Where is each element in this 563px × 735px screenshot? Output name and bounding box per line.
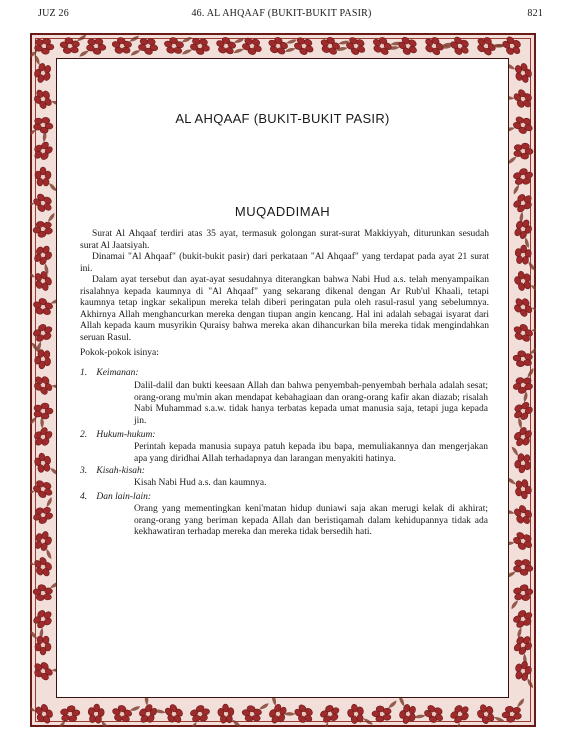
paragraph-3: Dalam ayat tersebut dan ayat-ayat sesudahnya diterangkan bahwa Nabi Hud a.s. telah menyampaikan risalahnya kepada kaumnya di "Al Ahqaaf" yang sekarang dikenal dengan Ar Rub'ul Khaali, tetapi kaumnya tetap ingkar sekalipun mereka telah diberi peringatan pula oleh rasul-rasul yang sebelumnya. Akhirnya Allah menghancurkan mereka dengan tiupan angin kencang. Hal ini adalah sebagai isyarat dari Allah kepada kaum musyrikin Quraisy bahwa mereka akan dihancurkan bila mereka tidak mengindahkan seruan Rasul. [80, 275, 489, 343]
item-2-number: 2. [80, 430, 88, 440]
surah-running-title: 46. AL AHQAAF (BUKIT-BUKIT PASIR) [191, 8, 372, 19]
contents-label: Pokok-pokok isinya: [80, 348, 159, 358]
running-header [0, 6, 563, 22]
item-2-title: Hukum-hukum: [96, 430, 156, 440]
item-4-text: Orang yang mementingkan keni'matan hidup duniawi saja akan merugi kelak di akhirat; orang-orang yang beriman kepada Allah dan beristiqamah dalam kehidupannya tidak ada kekhawatiran terhadap mereka dan mereka tidak bersedih hati. [134, 504, 488, 537]
muqaddimah-body [80, 229, 489, 344]
item-3-heading [80, 466, 145, 476]
item-1-heading [80, 368, 139, 378]
paragraph-2: Dinamai "Al Ahqaaf" (bukit-bukit pasir) dari perkataan "Al Ahqaaf" yang terdapat pada ayat 21 surat ini. [80, 252, 489, 274]
item-3-title: Kisah-kisah: [96, 466, 145, 476]
item-4-number: 4. [80, 492, 88, 502]
juz-label: JUZ 26 [38, 8, 69, 19]
item-4-title: Dan lain-lain: [96, 492, 151, 502]
text-panel [56, 58, 509, 698]
item-1-text: Dalil-dalil dan bukti keesaan Allah dan bahwa penyembah-penyembah berhala adalah sesat; orang-orang mu'min akan mendapat kebahagiaan dan orang-orang kafir akan diazab; risalah Nabi Muhammad s.a.w. tidak hanya terbatas kepada umat manusia saja, tetapi juga kepada jin. [134, 381, 488, 426]
item-1-title: Keimanan: [96, 368, 139, 378]
paragraph-1: Surat Al Ahqaaf terdiri atas 35 ayat, termasuk golongan surat-surat Makkiyyah, diturunkan sesudah surat Al Jaatsiyah. [80, 229, 489, 251]
item-3-number: 3. [80, 466, 88, 476]
item-2-heading [80, 430, 155, 440]
item-1-number: 1. [80, 368, 88, 378]
item-2-text: Perintah kepada manusia supaya patuh kepada ibu bapa, memuliakannya dan mengerjakan apa yang diridhai Allah terhadapnya dan larangan menyakiti hatinya. [134, 442, 488, 464]
page-number: 821 [527, 8, 543, 19]
item-3-text: Kisah Nabi Hud a.s. dan kaumnya. [134, 478, 267, 488]
surah-title: AL AHQAAF (BUKIT-BUKIT PASIR) [175, 111, 390, 126]
section-heading: MUQADDIMAH [234, 204, 331, 219]
item-4-heading [80, 492, 151, 502]
